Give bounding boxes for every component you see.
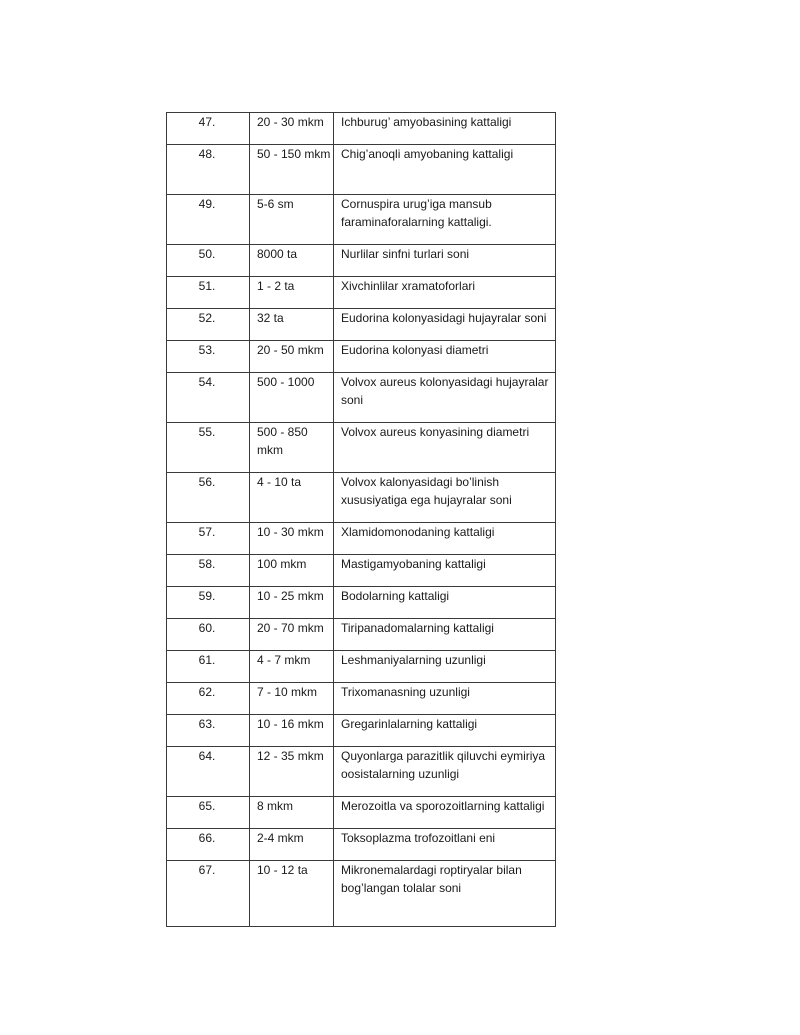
facts-table <box>166 112 556 927</box>
row-value: 12 - 35 mkm <box>250 747 334 797</box>
row-number: 51. <box>167 277 250 309</box>
row-number: 62. <box>167 683 250 715</box>
row-number: 66. <box>167 829 250 861</box>
table-row <box>167 277 556 309</box>
row-description: Volvox kalonyasidagi bo’linish xususiyatiga ega hujayralar soni <box>334 473 556 523</box>
row-description: Xivchinlilar xramatoforlari <box>334 277 556 309</box>
table-row <box>167 245 556 277</box>
row-number: 61. <box>167 651 250 683</box>
row-number: 67. <box>167 861 250 927</box>
row-description: Mikronemalardagi roptiryalar bilan bog’langan tolalar soni <box>334 861 556 927</box>
row-value: 20 - 30 mkm <box>250 113 334 145</box>
table-row <box>167 587 556 619</box>
row-description: Leshmaniyalarning uzunligi <box>334 651 556 683</box>
row-description: Nurlilar sinfni turlari soni <box>334 245 556 277</box>
row-value: 20 - 50 mkm <box>250 341 334 373</box>
row-value: 50 - 150 mkm <box>250 145 334 195</box>
row-value: 2-4 mkm <box>250 829 334 861</box>
row-value: 32 ta <box>250 309 334 341</box>
row-description: Mastigamyobaning kattaligi <box>334 555 556 587</box>
row-description: Gregarinlalarning kattaligi <box>334 715 556 747</box>
table-row <box>167 113 556 145</box>
table-row <box>167 473 556 523</box>
row-number: 56. <box>167 473 250 523</box>
row-description: Tiripanadomalarning kattaligi <box>334 619 556 651</box>
table-row <box>167 797 556 829</box>
row-value: 500 - 1000 <box>250 373 334 423</box>
table-row <box>167 747 556 797</box>
row-description: Bodolarning kattaligi <box>334 587 556 619</box>
row-value: 100 mkm <box>250 555 334 587</box>
table-row <box>167 715 556 747</box>
row-description: Volvox aureus konyasining diametri <box>334 423 556 473</box>
row-description: Trixomanasning uzunligi <box>334 683 556 715</box>
table-row <box>167 523 556 555</box>
table-row <box>167 829 556 861</box>
row-number: 52. <box>167 309 250 341</box>
row-number: 50. <box>167 245 250 277</box>
row-value: 4 - 10 ta <box>250 473 334 523</box>
row-description: Chig’anoqli amyobaning kattaligi <box>334 145 556 195</box>
table-row <box>167 861 556 927</box>
row-description: Quyonlarga parazitlik qiluvchi eymiriya oosistalarning uzunligi <box>334 747 556 797</box>
row-value: 10 - 30 mkm <box>250 523 334 555</box>
row-value: 1 - 2 ta <box>250 277 334 309</box>
table-row <box>167 145 556 195</box>
row-number: 47. <box>167 113 250 145</box>
row-description: Toksoplazma trofozoitlani eni <box>334 829 556 861</box>
row-description: Xlamidomonodaning kattaligi <box>334 523 556 555</box>
row-description: Eudorina kolonyasidagi hujayralar soni <box>334 309 556 341</box>
row-value: 500 - 850 mkm <box>250 423 334 473</box>
table-row <box>167 195 556 245</box>
row-number: 65. <box>167 797 250 829</box>
row-value: 7 - 10 mkm <box>250 683 334 715</box>
row-number: 55. <box>167 423 250 473</box>
row-number: 53. <box>167 341 250 373</box>
row-number: 54. <box>167 373 250 423</box>
row-description: Volvox aureus kolonyasidagi hujayralar soni <box>334 373 556 423</box>
table-row <box>167 423 556 473</box>
row-number: 58. <box>167 555 250 587</box>
row-description: Merozoitla va sporozoitlarning kattaligi <box>334 797 556 829</box>
row-value: 10 - 12 ta <box>250 861 334 927</box>
row-number: 64. <box>167 747 250 797</box>
table-row <box>167 651 556 683</box>
row-number: 48. <box>167 145 250 195</box>
row-number: 63. <box>167 715 250 747</box>
table-row <box>167 683 556 715</box>
row-number: 59. <box>167 587 250 619</box>
row-description: Ichburug’ amyobasining kattaligi <box>334 113 556 145</box>
row-value: 20 - 70 mkm <box>250 619 334 651</box>
table-row <box>167 341 556 373</box>
row-number: 49. <box>167 195 250 245</box>
row-number: 57. <box>167 523 250 555</box>
row-value: 5-6 sm <box>250 195 334 245</box>
row-value: 4 - 7 mkm <box>250 651 334 683</box>
row-description: Eudorina kolonyasi diametri <box>334 341 556 373</box>
table-row <box>167 373 556 423</box>
table-row <box>167 309 556 341</box>
row-value: 8 mkm <box>250 797 334 829</box>
row-value: 8000 ta <box>250 245 334 277</box>
row-value: 10 - 16 mkm <box>250 715 334 747</box>
row-value: 10 - 25 mkm <box>250 587 334 619</box>
table-row <box>167 619 556 651</box>
table-row <box>167 555 556 587</box>
row-number: 60. <box>167 619 250 651</box>
row-description: Cornuspira urug’iga mansub faraminaforalarning kattaligi. <box>334 195 556 245</box>
